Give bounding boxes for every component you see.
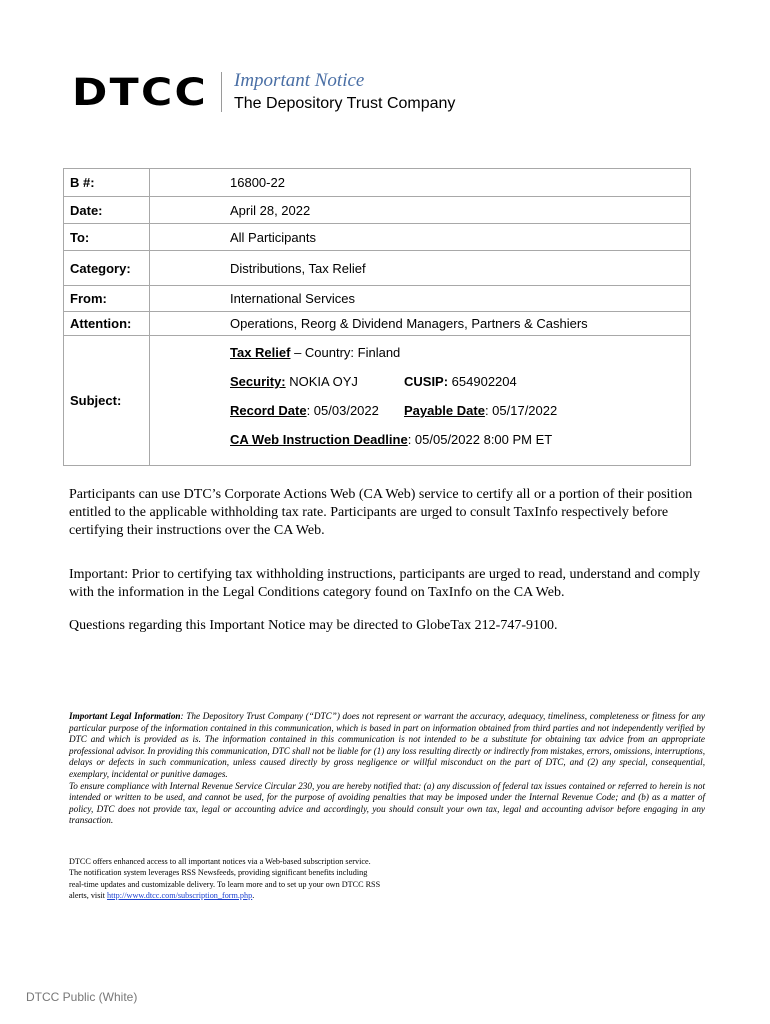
to-label: To:: [64, 224, 150, 251]
rss-line: real-time updates and customizable delivery. To learn more and to set up your own DTCC RSS: [69, 879, 381, 889]
table-row: [64, 286, 691, 312]
legal-text-2: To ensure compliance with Internal Revenue Service Circular 230, you are hereby notified that: (a) any discussion of federal tax issues contained or referred to herein is not intended or written to be used, and cannot be used, for the purpose of avoiding penalties that may be imposed under the Internal Revenue Code; and (b) as a matter of policy, DTC does not provide tax, legal or accounting advice and accordingly, you should consult your own tax, legal and accounting advisor before engaging in any transaction.: [69, 780, 705, 826]
attention-label: Attention:: [64, 312, 150, 336]
deadline-label: CA Web Instruction Deadline: [230, 432, 408, 447]
from-label: From:: [64, 286, 150, 312]
rss-line: The notification system leverages RSS Newsfeeds, providing significant benefits including: [69, 868, 368, 878]
classification-footer: DTCC Public (White): [26, 990, 138, 1004]
from-value: International Services: [150, 286, 691, 312]
subject-tax-relief: [230, 338, 684, 367]
tax-relief-value: – Country: Finland: [290, 345, 401, 360]
record-date-value: : 05/03/2022: [306, 403, 379, 418]
category-value: Distributions, Tax Relief: [150, 251, 691, 286]
subject-deadline: [230, 425, 684, 454]
to-value: All Participants: [150, 224, 691, 251]
date-label: Date:: [64, 197, 150, 224]
cusip-label: CUSIP:: [404, 374, 449, 389]
table-row: [64, 336, 691, 466]
payable-date-label: Payable Date: [404, 403, 485, 418]
table-row: [64, 197, 691, 224]
subject-dates: [230, 396, 684, 425]
rss-tail: .: [252, 891, 255, 901]
cusip-value: 654902204: [448, 374, 517, 389]
notice-title: Important Notice: [234, 70, 365, 91]
legal-information: [69, 711, 705, 827]
payable-date: [404, 396, 557, 425]
rss-line: DTCC offers enhanced access to all important notices via a Web-based subscription service.: [69, 857, 371, 866]
table-row: [64, 169, 691, 197]
security-label: Security:: [230, 374, 286, 389]
table-row: [64, 224, 691, 251]
subject-value: [150, 336, 691, 466]
paragraph-important: Important: Prior to certifying tax withholding instructions, participants are urged to read, understand and comply with the information in the Legal Conditions category found on TaxInfo on the CA Web.: [69, 567, 701, 600]
payable-date-value: : 05/17/2022: [484, 403, 558, 418]
rss-notice: [69, 856, 439, 902]
deadline-value: : 05/05/2022 8:00 PM ET: [407, 432, 553, 447]
b-number-label: B #:: [64, 169, 150, 197]
notice-info-table: [63, 168, 691, 466]
attention-value: Operations, Reorg & Dividend Managers, Partners & Cashiers: [150, 312, 691, 336]
tax-relief-label: Tax Relief: [230, 345, 291, 360]
table-row: [64, 251, 691, 286]
date-value: April 28, 2022: [150, 197, 691, 224]
header-divider: [221, 72, 222, 112]
subscription-link[interactable]: http://www.dtcc.com/subscription_form.php: [106, 891, 253, 901]
subject-security: [230, 367, 684, 396]
legal-text-1: : The Depository Trust Company (“DTC”) does not represent or warrant the accuracy, adequacy, timeliness, completeness or fitness for any particular purpose of the information contained in this communication, which is based in part on information obtained from third parties and not independently verified by DTC and which is provided as is. The information contained in this communication is not intended to be a substitute for obtaining tax advice from an appropriate professional advisor. In providing this communication, DTC shall not be liable for (1) any loss resulting directly or indirectly from mistakes, errors, omissions, interruptions, delays or defects in such communication, unless caused directly by gross negligence or willful misconduct on the part of DTC, and (2) any special, consequential, exemplary, incidental or punitive damages.: [69, 711, 705, 779]
legal-lead: Important Legal Information: [69, 711, 181, 721]
subject-label: Subject:: [64, 336, 150, 466]
category-label: Category:: [64, 251, 150, 286]
company-name: The Depository Trust Company: [234, 95, 456, 112]
paragraph-ca-web: Participants can use DTC’s Corporate Actions Web (CA Web) service to certify all or a portion of their position entitled to the applicable withholding tax rate. Participants are urged to consult TaxInfo respectively before certifying their instructions over the CA Web.: [69, 487, 693, 538]
table-row: [64, 312, 691, 336]
rss-line: [69, 890, 439, 901]
cusip: [404, 367, 517, 396]
paragraph-questions: Questions regarding this Important Notice may be directed to GlobeTax 212-747-9100.: [69, 618, 558, 633]
b-number-value: 16800-22: [150, 169, 691, 197]
dtcc-logo: DTCC: [72, 71, 209, 114]
rss-line-4: alerts, visit: [69, 891, 105, 901]
security-value: NOKIA OYJ: [285, 374, 358, 389]
record-date-label: Record Date: [230, 403, 307, 418]
